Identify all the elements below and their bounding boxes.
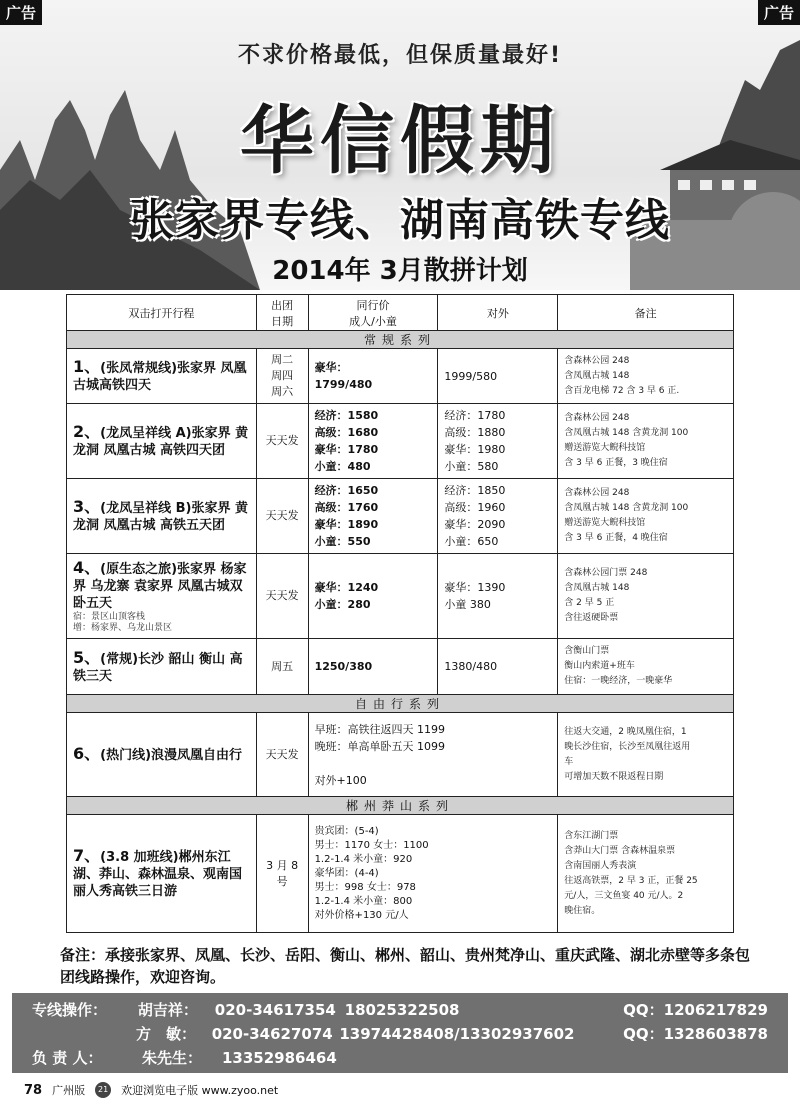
date-cell: 周五 [256,639,308,695]
page-number: 78 [24,1082,43,1098]
section-row-regular [67,331,734,349]
peer-price-cell: 贵宾团：(5-4) 男士：1170 女士：1100 1.2-1.4 米小童：920 豪华团：(4-4) 男士：998 女士：978 1.2-1.4 米小童：800 对外价格+130 元/人 [308,815,558,933]
section-label: 郴州莽山系列 [67,797,734,815]
route-name: 张家界 凤凰古城高铁四天 [73,361,247,393]
edition-label: 广州版 [52,1084,86,1097]
route-num: 1、 [73,357,101,376]
route-cell[interactable] [67,349,257,404]
table-row[interactable] [67,815,734,933]
contact-phone[interactable]: 020-34627074 [211,1025,333,1043]
section-label: 自由行系列 [67,695,734,713]
route-note-extra: 增：杨家界、乌龙山景区 [73,622,173,633]
route-tag: (龙凤呈祥线 A) [100,426,192,441]
route-num: 2、 [73,422,101,441]
header-peer-l2: 成人/小童 [349,314,397,328]
peer-price-cell: 早班：高铁往返四天 1199 晚班：单高单卧五天 1099 对外+100 [308,713,558,797]
contact-qq[interactable]: QQ：1206217829 [623,1001,768,1019]
route-cell[interactable] [67,639,257,695]
contact-panel [12,993,788,1073]
date-cell: 天天发 [256,554,308,639]
contact-phone[interactable]: 13352986464 [222,1049,337,1067]
table-row[interactable] [67,639,734,695]
route-num: 6、 [73,744,101,763]
public-price-cell: 1999/580 [438,349,558,404]
route-name: 浪漫凤凰自由行 [151,748,243,763]
public-price-cell: 经济：1850 高级：1960 豪华：2090 小童：650 [438,479,558,554]
route-cell[interactable] [67,815,257,933]
route-cell[interactable] [67,713,257,797]
remark-cell: 含森林公园 248 含凤凰古城 148 含百龙电梯 72 含 3 早 6 正. [558,349,734,404]
ad-label-right: 广告 [758,0,800,25]
banner-slogan: 不求价格最低，但保质量最好! [237,43,563,68]
route-cell[interactable] [67,479,257,554]
header-peer-l1: 同行价 [356,298,390,312]
public-price-cell: 经济：1780 高级：1880 豪华：1980 小童：580 [438,404,558,479]
route-num: 5、 [73,647,101,667]
route-num: 3、 [73,497,101,516]
route-name: 张家界 黄龙洞 凤凰古城 高铁五天团 [73,501,248,533]
remark-cell: 含东江湖门票 含莽山大门票 含森林温泉票 含南国丽人秀表演 往返高铁票，2 早 3 正，正餐 25 元/人，三文鱼宴 40 元/人。2 晚住宿。 [558,815,734,933]
date-cell: 天天发 [256,404,308,479]
contact-qq[interactable]: QQ：1328603878 [623,1025,768,1043]
route-note-stay: 宿：景区山顶客栈 [73,611,146,622]
route-num: 4、 [73,557,101,577]
banner [0,0,800,290]
plan-title: 2014年 3月散拼计划 [272,256,528,286]
remark-cell: 含森林公园门票 248 含凤凰古城 148 含 2 早 5 正 含往返硬卧票 [558,554,734,639]
section-row-free [67,695,734,713]
date-cell: 周二 周四 周六 [256,349,308,404]
peer-price-cell: 1250/380 [308,639,438,695]
contact-name: 朱先生： [142,1049,203,1067]
route-tag: (热门线) [100,748,152,763]
website-link[interactable]: 欢迎浏览电子版 www.zyoo.net [121,1084,279,1097]
date-cell: 3 月 8 号 [256,815,308,933]
banner-subtitle: 张家界专线、湖南高铁专线 [130,195,670,246]
remark-cell: 含衡山门票 衡山内索道+班车 住宿：一晚经济，一晚豪华 [558,639,734,695]
table-row[interactable] [67,713,734,797]
contact-label: 负 责 人： [32,1049,103,1067]
contact-mobile[interactable]: 18025322508 [344,1001,460,1019]
schedule-table [66,294,734,933]
contact-row [32,1022,768,1046]
contact-label [32,1022,136,1046]
route-tag: (常规) [100,651,139,667]
contact-label: 专线操作： [32,1001,108,1019]
route-name: 张家界 杨家界 乌龙寨 袁家界 凤凰古城双卧五天 [73,561,247,611]
section-row-chenzhou [67,797,734,815]
header-date [256,295,308,331]
contact-name: 方 敏： [136,1025,197,1043]
route-tag: (原生态之旅) [100,561,178,577]
public-price-cell: 豪华：1390 小童 380 [438,554,558,639]
route-cell[interactable] [67,404,257,479]
route-tag: (张凤常规线) [100,361,178,376]
peer-price-cell: 豪华： 1799/480 [308,349,438,404]
footnote: 备注：承接张家界、凤凰、长沙、岳阳、衡山、郴州、韶山、贵州梵净山、重庆武隆、湖北赤壁等多条包团线路操作，欢迎咨询。 [60,946,751,986]
contact-mobile[interactable]: 13974428408/13302937602 [339,1025,575,1043]
table-row[interactable] [67,404,734,479]
header-peer-price [308,295,438,331]
route-tag: (3.8 加班线) [100,850,179,865]
peer-price-cell: 豪华：1240 小童：280 [308,554,438,639]
remark-cell: 往返大交通，2 晚凤凰住宿，1 晚长沙住宿，长沙至凤凰往返用 车 可增加天数不限返程日期 [558,713,734,797]
header-row [67,295,734,331]
date-cell: 天天发 [256,479,308,554]
route-name: 张家界 黄龙洞 凤凰古城 高铁四天团 [73,426,249,458]
route-name: 郴州东江湖、莽山、森林温泉、观南国丽人秀高铁三日游 [73,850,243,899]
brand-title: 华信假期 [240,98,560,184]
logo-icon: 21 [95,1082,111,1098]
date-cell: 天天发 [256,713,308,797]
route-tag: (龙凤呈祥线 B) [100,501,192,516]
table-row[interactable] [67,479,734,554]
peer-price-cell: 经济：1580 高级：1680 豪华：1780 小童：480 [308,404,438,479]
contact-row [32,998,768,1022]
section-label: 常规系列 [67,331,734,349]
contact-row [32,1046,768,1070]
ad-label-left: 广告 [0,0,42,25]
header-route: 双击打开行程 [67,295,257,331]
remark-cell: 含森林公园 248 含凤凰古城 148 含黄龙洞 100 赠送游览大鲵科技馆 含 3 早 6 正餐，3 晚住宿 [558,404,734,479]
page-footer [24,1082,278,1098]
peer-price-cell: 经济：1650 高级：1760 豪华：1890 小童：550 [308,479,438,554]
remark-cell: 含森林公园 248 含凤凰古城 148 含黄龙洞 100 赠送游览大鲵科技馆 含 3 早 6 正餐，4 晚住宿 [558,479,734,554]
table-row[interactable] [67,349,734,404]
route-cell[interactable] [67,554,257,639]
header-remark: 备注 [558,295,734,331]
public-price-cell: 1380/480 [438,639,558,695]
header-public-price: 对外 [438,295,558,331]
header-date-l1: 出团 [271,298,294,312]
table-row[interactable] [67,554,734,639]
contact-name: 胡吉祥： [137,1001,198,1019]
route-name: 长沙 韶山 衡山 高铁三天 [73,651,243,684]
contact-phone[interactable]: 020-34617354 [214,1001,336,1019]
header-date-l2: 日期 [271,314,294,328]
route-num: 7、 [73,846,101,865]
